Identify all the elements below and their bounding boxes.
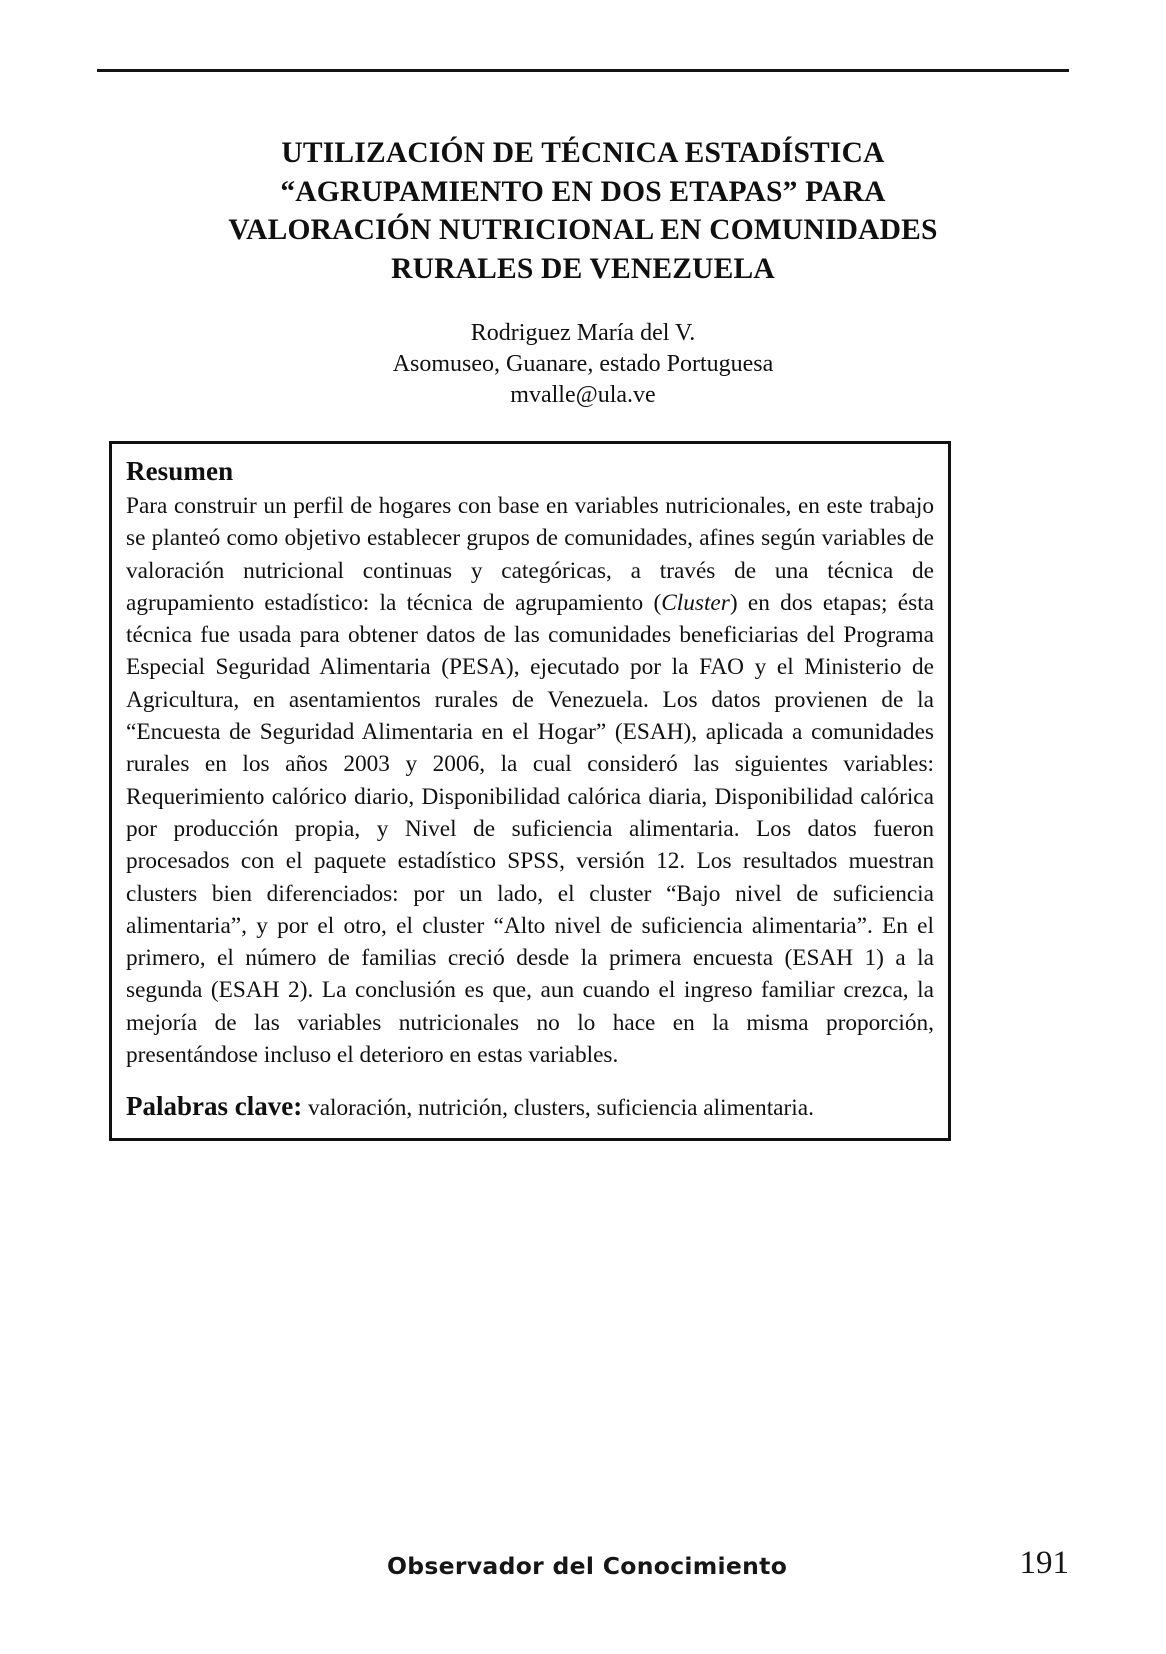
abstract-text bbox=[126, 490, 934, 1071]
title-line-3: VALORACIÓN NUTRICIONAL EN COMUNIDADES bbox=[228, 214, 938, 246]
abstract-heading: Resumen bbox=[126, 456, 234, 486]
author-affiliation: Asomuseo, Guanare, estado Portuguesa bbox=[392, 351, 774, 377]
title-line-1: UTILIZACIÓN DE TÉCNICA ESTADÍSTICA bbox=[281, 137, 885, 169]
keywords-label: Palabras clave: bbox=[126, 1091, 303, 1122]
author-email: mvalle@ula.ve bbox=[510, 382, 656, 408]
title-line-4: RURALES DE VENEZUELA bbox=[391, 252, 775, 285]
abstract-text-part-2: ) en dos etapas; ésta técnica fue usada para obtener datos de las comunidades beneficiarias del Programa Especial Seguridad Alimentaria (PESA), ejecutado por la FAO y el Ministerio de Agricultura, en asentamientos rurales de Venezuela. Los datos provienen de la “Encuesta de Seguridad Alimentaria en el Hogar” (ESAH), aplicada a comunidades rurales en los años 2003 y 2006, la cual consideró las siguientes variables: Requerimiento calórico diario, Disponibilidad calórica diaria, Disponibilidad calórica por producción propia, y Nivel de suficiencia alimentaria. Los datos fueron procesados con el paquete estadístico SPSS, versión 12. Los resultados muestran clusters bien diferenciados: por un lado, el cluster “Bajo nivel de suficiencia alimentaria”, y por el otro, el cluster “Alto nivel de suficiencia alimentaria”. En el primero, el número de familias creció desde la primera encuesta (ESAH 1) a la segunda (ESAH 2). La conclusión es que, aun cuando el ingreso familiar crezca, la mejoría de las variables nutricionales no lo hace en la misma proporción, presentándose incluso el deterioro en estas variables. bbox=[126, 589, 935, 1069]
header-rule bbox=[97, 69, 1069, 72]
abstract-text-part-1: Para construir un perfil de hogares con base en variables nutricionales, en este trabajo se planteó como objetivo establecer grupos de comunidades, afines según variables de valoración nutricional continuas y categóricas, a través de una técnica de agrupamiento estadístico: la técnica de agrupamiento ( bbox=[126, 493, 934, 616]
page-footer bbox=[97, 1545, 1069, 1591]
abstract-box bbox=[109, 441, 951, 1141]
author-name: Rodriguez María del V. bbox=[470, 320, 696, 346]
keywords-values: valoración, nutrición, clusters, suficiencia alimentaria. bbox=[302, 1095, 814, 1122]
footer-journal-title: Observador del Conocimiento bbox=[387, 1552, 788, 1580]
page-title bbox=[97, 134, 1069, 288]
abstract-italic-term: Cluster bbox=[661, 589, 730, 616]
keywords-line bbox=[126, 1090, 934, 1124]
footer-page-number: 191 bbox=[1019, 1545, 1069, 1581]
title-line-2: “AGRUPAMIENTO EN DOS ETAPAS” PARA bbox=[280, 175, 886, 208]
author-block bbox=[97, 318, 1069, 411]
